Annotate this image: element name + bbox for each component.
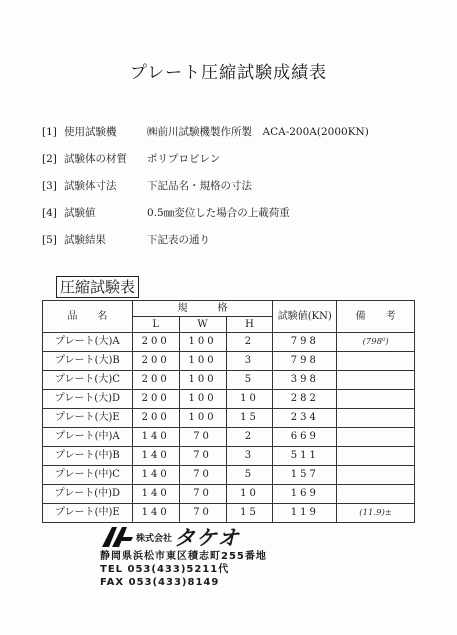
header-spec: 規 格 <box>132 301 273 317</box>
cell-h: 15 <box>226 504 273 523</box>
cell-l: 140 <box>132 485 179 504</box>
table-row <box>43 447 415 466</box>
info-number: [2] <box>42 152 57 165</box>
header-w: W <box>179 317 226 333</box>
cell-value: 119 <box>273 504 337 523</box>
info-value: 0.5㎜変位した場合の上載荷重 <box>147 207 290 219</box>
cell-l: 200 <box>132 409 179 428</box>
cell-l: 200 <box>132 352 179 371</box>
page-title: プレート圧縮試験成績表 <box>129 63 328 83</box>
results-table <box>42 300 415 523</box>
cell-w: 100 <box>179 390 226 409</box>
info-list <box>42 118 442 253</box>
cell-h: 15 <box>226 409 273 428</box>
cell-l: 140 <box>132 466 179 485</box>
header-h: H <box>226 317 273 333</box>
cell-h: 5 <box>226 371 273 390</box>
cell-h: 2 <box>226 428 273 447</box>
company-address: 静岡県浜松市東区積志町255番地 <box>100 551 267 562</box>
cell-w: 100 <box>179 333 226 352</box>
info-label: 試験体寸法 <box>64 180 117 192</box>
header-remarks: 備 考 <box>337 301 415 333</box>
cell-w: 100 <box>179 409 226 428</box>
cell-w: 70 <box>179 466 226 485</box>
cell-l: 200 <box>132 390 179 409</box>
info-value: 下記品名・規格の寸法 <box>147 180 252 192</box>
info-value: ポリプロピレン <box>147 153 221 165</box>
cell-name: プレート(中)B <box>43 447 133 466</box>
info-row <box>42 172 442 199</box>
cell-w: 100 <box>179 371 226 390</box>
cell-note <box>337 390 415 409</box>
cell-l: 140 <box>132 447 179 466</box>
cell-w: 70 <box>179 504 226 523</box>
cell-h: 10 <box>226 390 273 409</box>
table-title: 圧縮試験表 <box>56 276 139 298</box>
cell-name: プレート(大)B <box>43 352 133 371</box>
cell-note <box>337 352 415 371</box>
cell-w: 70 <box>179 485 226 504</box>
cell-w: 70 <box>179 447 226 466</box>
info-label: 使用試験機 <box>64 126 117 138</box>
cell-l: 200 <box>132 333 179 352</box>
cell-l: 140 <box>132 504 179 523</box>
table-row <box>43 428 415 447</box>
cell-value: 798 <box>273 352 337 371</box>
info-number: [1] <box>42 125 57 138</box>
table-row <box>43 352 415 371</box>
cell-name: プレート(中)E <box>43 504 133 523</box>
cell-name: プレート(中)D <box>43 485 133 504</box>
cell-h: 3 <box>226 352 273 371</box>
cell-h: 3 <box>226 447 273 466</box>
table-row <box>43 485 415 504</box>
info-label: 試験値 <box>64 207 96 219</box>
cell-value: 669 <box>273 428 337 447</box>
company-tel: TEL 053(433)5211代 <box>100 564 230 575</box>
info-row <box>42 226 442 253</box>
cell-note <box>337 447 415 466</box>
table-row <box>43 504 415 523</box>
cell-note: (798⁰) <box>337 333 415 352</box>
header-l: L <box>132 317 179 333</box>
cell-name: プレート(中)C <box>43 466 133 485</box>
info-row <box>42 199 442 226</box>
info-number: [5] <box>42 233 57 246</box>
cell-note <box>337 371 415 390</box>
cell-w: 70 <box>179 428 226 447</box>
company-footer <box>100 524 267 589</box>
header-value: 試験値(KN) <box>273 301 337 333</box>
cell-name: プレート(大)A <box>43 333 133 352</box>
cell-name: プレート(大)D <box>43 390 133 409</box>
logo-mark-icon <box>100 525 134 549</box>
cell-note <box>337 428 415 447</box>
cell-value: 511 <box>273 447 337 466</box>
info-row <box>42 118 442 145</box>
cell-l: 140 <box>132 428 179 447</box>
company-prefix: 株式会社 <box>136 533 173 544</box>
company-fax: FAX 053(433)8149 <box>100 577 220 588</box>
cell-value: 282 <box>273 390 337 409</box>
cell-h: 2 <box>226 333 273 352</box>
table-row <box>43 371 415 390</box>
cell-value: 234 <box>273 409 337 428</box>
cell-note <box>337 409 415 428</box>
cell-name: プレート(大)C <box>43 371 133 390</box>
cell-w: 100 <box>179 352 226 371</box>
info-value: 下記表の通り <box>147 234 210 246</box>
cell-value: 798 <box>273 333 337 352</box>
info-number: [4] <box>42 206 57 219</box>
company-name: タケオ <box>174 526 240 550</box>
cell-value: 169 <box>273 485 337 504</box>
cell-value: 398 <box>273 371 337 390</box>
info-value: ㈱前川試験機製作所製 ACA-200A(2000KN) <box>147 126 369 138</box>
header-name: 品 名 <box>43 301 133 333</box>
cell-note: (11.9)± <box>337 504 415 523</box>
table-row <box>43 409 415 428</box>
cell-note <box>337 466 415 485</box>
cell-l: 200 <box>132 371 179 390</box>
cell-note <box>337 485 415 504</box>
cell-name: プレート(大)E <box>43 409 133 428</box>
info-row <box>42 145 442 172</box>
cell-h: 5 <box>226 466 273 485</box>
cell-value: 157 <box>273 466 337 485</box>
cell-h: 10 <box>226 485 273 504</box>
cell-name: プレート(中)A <box>43 428 133 447</box>
table-row <box>43 333 415 352</box>
table-row <box>43 390 415 409</box>
info-label: 試験体の材質 <box>64 153 127 165</box>
info-number: [3] <box>42 179 57 192</box>
company-logo <box>100 524 267 550</box>
table-row <box>43 466 415 485</box>
info-label: 試験結果 <box>64 234 106 246</box>
